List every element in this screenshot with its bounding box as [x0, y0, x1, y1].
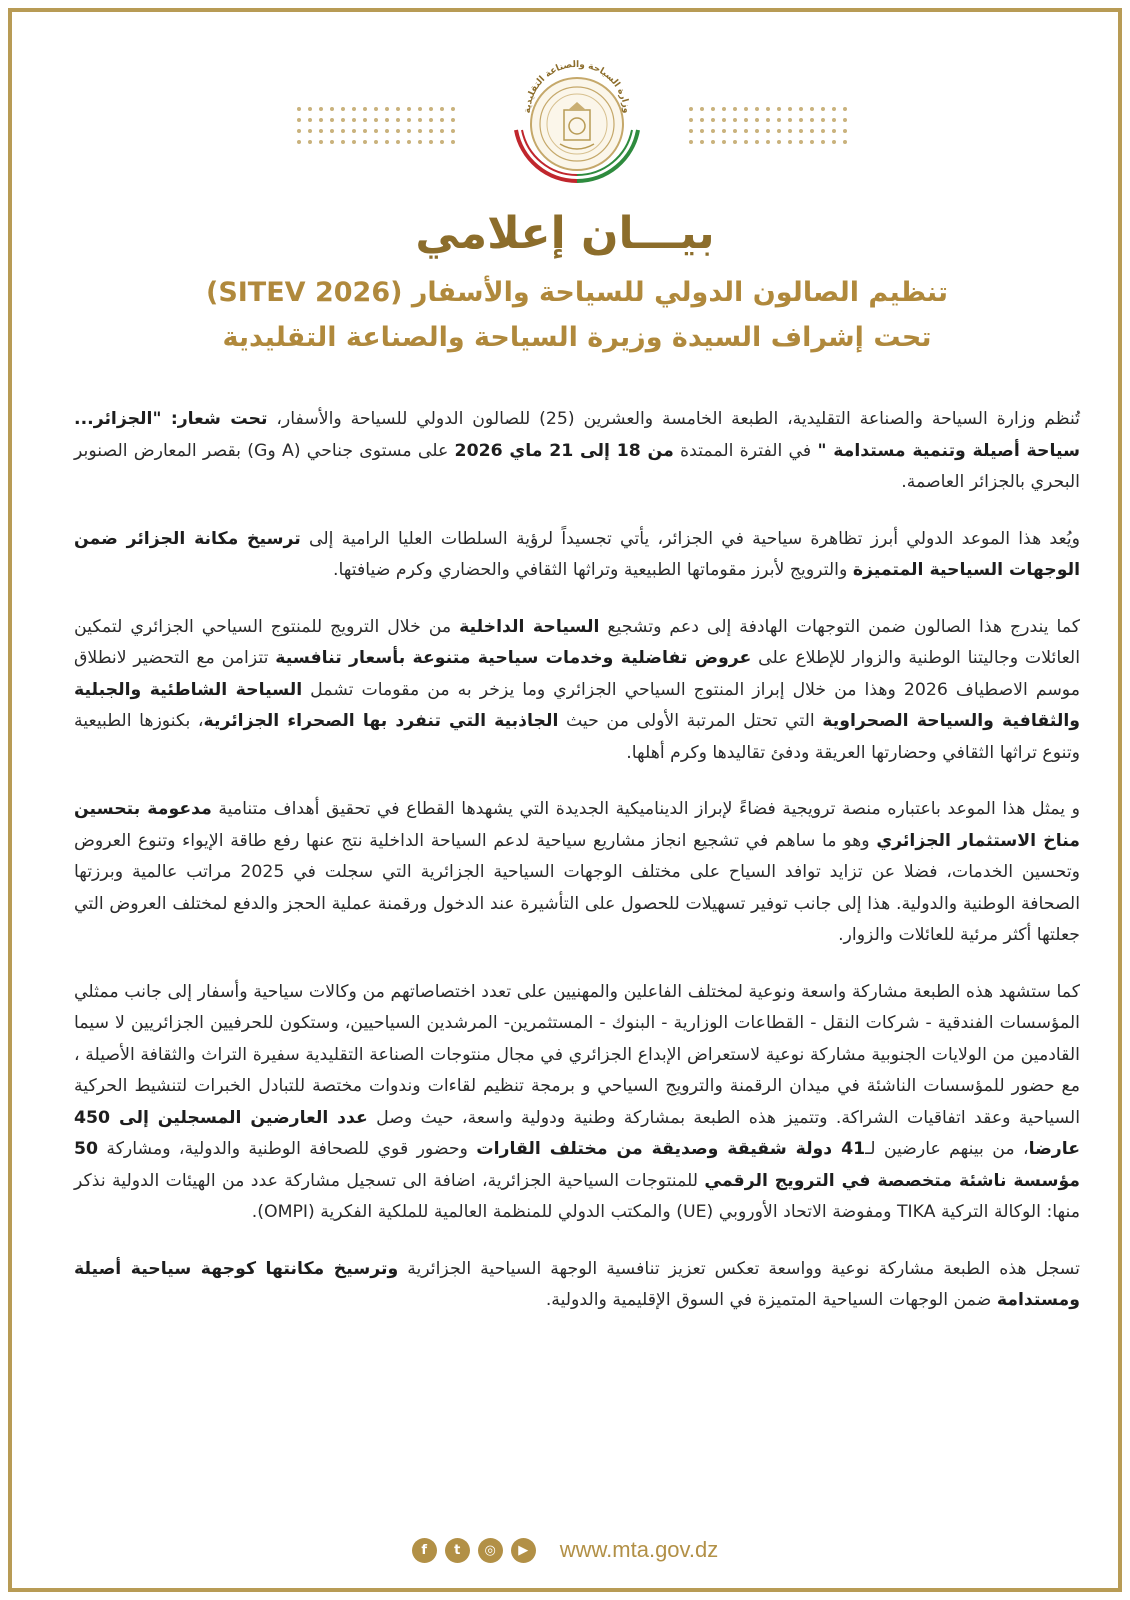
decorative-dot [451, 140, 455, 144]
page-frame [8, 8, 1122, 1592]
decorative-dot [385, 118, 389, 122]
text-run: ويُعد هذا الموعد الدولي أبرز تظاهرة سياحية في الجزائر، يأتي تجسيداً لرؤية السلطات العليا الرامية إلى [300, 528, 1080, 549]
social-icons [412, 1538, 536, 1563]
decorative-dot [363, 140, 367, 144]
decorative-dot [451, 129, 455, 133]
decorative-dot [341, 129, 345, 133]
decorative-dot [330, 118, 334, 122]
decorative-dot [308, 129, 312, 133]
decorative-dot [733, 129, 737, 133]
decorative-dot [821, 118, 825, 122]
bold-run: مدعومة بتحسين مناخ الاستثمار الجزائري [74, 799, 1080, 851]
text-run: تُنظم وزارة السياحة والصناعة التقليدية، الطبعة الخامسة والعشرين (25) للصالون الدولي للسياحة والأسفار، [267, 409, 1080, 429]
decorative-dot [385, 140, 389, 144]
decorative-dot [843, 107, 847, 111]
decorative-dot [733, 107, 737, 111]
decorative-dot [330, 107, 334, 111]
decorative-dot [788, 140, 792, 144]
decorative-dot [418, 107, 422, 111]
text-run: و يمثل هذا الموعد باعتباره منصة ترويجية فضاءً لإبراز الديناميكية الجديدة التي يشهدها القطاع في تحقيق أهداف متنامية [211, 799, 1080, 819]
text-run: على مستوى جناحي (A وG) بقصر المعارض الصنوبر البحري بالجزائر العاصمة. [74, 440, 1080, 492]
decorative-dot [700, 107, 704, 111]
decorative-dot [777, 129, 781, 133]
bold-run: 41 دولة شقيقة وصديقة من مختلف القارات [476, 1139, 866, 1159]
bold-run: السياحة الشاطئية والجبلية والثقافية والسياحة الصحراوية [74, 679, 1081, 731]
decorative-dot [319, 140, 323, 144]
bold-run: 50 مؤسسة ناشئة متخصصة في الترويج الرقمي [74, 1139, 1080, 1191]
decorative-dot [810, 129, 814, 133]
text-run: في الفترة الممتدة [673, 440, 818, 461]
decorative-dot [799, 107, 803, 111]
decorative-dot [440, 140, 444, 144]
decorative-dot [722, 140, 726, 144]
bold-run: وترسيخ مكانتها كوجهة سياحية أصيلة ومستدامة [74, 1258, 1080, 1310]
decorative-dot-grid-right [686, 104, 856, 148]
decorative-dot [711, 107, 715, 111]
decorative-dot [341, 118, 345, 122]
decorative-dot [755, 107, 759, 111]
paragraph-5 [74, 977, 1080, 1229]
decorative-dot [744, 107, 748, 111]
decorative-dot [352, 129, 356, 133]
decorative-dot [722, 129, 726, 133]
decorative-dot [319, 107, 323, 111]
decorative-dot [832, 107, 836, 111]
decorative-dot [451, 107, 455, 111]
decorative-dot [843, 118, 847, 122]
bold-run: تحت شعار: "الجزائر... سياحة أصيلة وتنمية مستدامة " [74, 409, 1081, 461]
text-run: وهو ما ساهم في تشجيع انجاز مشاريع سياحية لدعم السياحة الداخلية نتج عنها رفع طاقة الإيواء وتنوع العروض وتحسين الخدمات، فضلا عن تزايد توافد السياح على مختلف الوجهات السياحية الجزائرية التي سجلت في 2025 مراتب عالمية وبرزتها الصحافة الوطنية والدولية. هذا إلى جانب توفير تسهيلات للحصول على التأشيرة عند الدخول ورقمنة عملية الحجز والدفع لمختلف العروض التي جعلتها أكثر مرئية للعائلات والزوار. [74, 830, 1080, 945]
decorative-dot [407, 129, 411, 133]
decorative-dot [352, 118, 356, 122]
decorative-dot [341, 107, 345, 111]
ministry-seal-icon [502, 44, 652, 194]
decorative-dot [297, 140, 301, 144]
website-link[interactable]: www.mta.gov.dz [559, 1537, 719, 1562]
decorative-dot [755, 118, 759, 122]
decorative-dot [429, 129, 433, 133]
bold-run: عروض تفاضلية وخدمات سياحية متنوعة بأسعار تنافسية [275, 648, 752, 668]
bold-run: السياحة الداخلية [459, 616, 600, 637]
decorative-dot [451, 118, 455, 122]
decorative-dot [689, 107, 693, 111]
paragraph-6 [74, 1254, 1080, 1317]
decorative-dot [799, 129, 803, 133]
text-run: ضمن الوجهات السياحية المتميزة في السوق الإقليمية والدولية. [545, 1290, 997, 1310]
decorative-dot [363, 107, 367, 111]
decorative-dot [341, 140, 345, 144]
text-run: التي تحتل المرتبة الأولى من حيث [558, 711, 823, 731]
decorative-dot [396, 118, 400, 122]
decorative-dot [363, 118, 367, 122]
decorative-dot [440, 129, 444, 133]
footer [12, 1530, 1118, 1570]
decorative-dot [755, 129, 759, 133]
decorative-dot [418, 118, 422, 122]
bold-run: الجاذبية التي تنفرد بها الصحراء الجزائرية [203, 711, 559, 731]
decorative-dot [799, 140, 803, 144]
decorative-dot [700, 140, 704, 144]
decorative-dot [330, 129, 334, 133]
decorative-dot [832, 118, 836, 122]
decorative-dot [777, 118, 781, 122]
emblem-arc-text: وزارة السياحة والصناعة التقليدية [522, 59, 632, 114]
decorative-dot [744, 129, 748, 133]
decorative-dot [810, 140, 814, 144]
twitter-icon[interactable]: t [445, 1538, 470, 1563]
text-run: للمنتوجات السياحية الجزائرية، اضافة الى تسجيل مشاركة عدد من الهيئات الدولية نذكر منها: الوكالة التركية TIKA ومفوضة الاتحاد الأوروبي (UE) والمكتب الدولي للمنظمة العالمية للملكية الفكرية (OMPI). [74, 1170, 1080, 1222]
decorative-dot [733, 118, 737, 122]
decorative-dot [319, 129, 323, 133]
decorative-dot [396, 129, 400, 133]
decorative-dot [766, 140, 770, 144]
decorative-dot [810, 118, 814, 122]
decorative-dot [722, 107, 726, 111]
decorative-dot [788, 118, 792, 122]
decorative-dot [363, 129, 367, 133]
decorative-dot [711, 129, 715, 133]
decorative-dot [788, 129, 792, 133]
decorative-dot [810, 107, 814, 111]
decorative-dot [744, 140, 748, 144]
text-run: ، من بينهم عارضين لـ [865, 1139, 1029, 1159]
decorative-dot [385, 129, 389, 133]
decorative-dot [374, 118, 378, 122]
instagram-icon[interactable]: ◎ [478, 1538, 503, 1563]
decorative-dot [832, 140, 836, 144]
decorative-dot [733, 140, 737, 144]
decorative-dot [297, 118, 301, 122]
decorative-dot [711, 140, 715, 144]
decorative-dot [766, 118, 770, 122]
decorative-dot [374, 107, 378, 111]
decorative-dot [440, 118, 444, 122]
decorative-dot [429, 107, 433, 111]
decorative-dot [766, 129, 770, 133]
subtitle-line-2: تحت إشراف السيدة وزيرة السياحة والصناعة التقليدية [222, 322, 932, 353]
decorative-dot [777, 140, 781, 144]
decorative-dot [308, 107, 312, 111]
decorative-dot [832, 129, 836, 133]
decorative-dot [843, 129, 847, 133]
paragraph-2 [74, 524, 1080, 587]
decorative-dot [788, 107, 792, 111]
decorative-dot [429, 140, 433, 144]
decorative-dot [297, 107, 301, 111]
text-run: تتزامن مع التحضير لانطلاق موسم الاصطياف 2026 وهذا من خلال إبراز المنتوج السياحي الجزائري وما يزخر به من مقومات تشمل [74, 648, 1080, 700]
decorative-dot [843, 140, 847, 144]
bold-run: عدد العارضين المسجلين إلى 450 عارضا [74, 1107, 1081, 1159]
decorative-dot [308, 118, 312, 122]
press-release-body [74, 404, 1080, 1342]
text-run: ، بكنوزها الطبيعية وتنوع تراثها الثقافي وحضارتها العريقة ودفئ تقاليدها وكرم أهلها. [74, 711, 1080, 763]
decorative-dot [396, 107, 400, 111]
decorative-dot [374, 140, 378, 144]
decorative-dot [689, 140, 693, 144]
decorative-dot [821, 140, 825, 144]
decorative-dot [700, 129, 704, 133]
text-run: كما يندرج هذا الصالون ضمن التوجهات الهادفة إلى دعم وتشجيع [599, 616, 1080, 637]
paragraph-4 [74, 794, 1080, 952]
youtube-icon[interactable]: ▶ [511, 1538, 536, 1563]
decorative-dot [799, 118, 803, 122]
decorative-dot [407, 118, 411, 122]
decorative-dot [440, 107, 444, 111]
decorative-dot [418, 129, 422, 133]
decorative-dot [297, 129, 301, 133]
decorative-dot [385, 107, 389, 111]
decorative-dot [396, 140, 400, 144]
text-run: تسجل هذه الطبعة مشاركة نوعية وواسعة تعكس تعزيز تنافسية الوجهة السياحية الجزائرية [398, 1258, 1080, 1279]
decorative-dot [777, 107, 781, 111]
decorative-dot [766, 107, 770, 111]
decorative-dot-grid-left [294, 104, 464, 148]
decorative-dot [330, 140, 334, 144]
paragraph-3 [74, 612, 1080, 770]
decorative-dot [352, 107, 356, 111]
decorative-dot [755, 140, 759, 144]
decorative-dot [407, 140, 411, 144]
decorative-dot [744, 118, 748, 122]
decorative-dot [722, 118, 726, 122]
decorative-dot [319, 118, 323, 122]
decorative-dot [700, 118, 704, 122]
decorative-dot [374, 129, 378, 133]
page-title: بيـــان إعلامي [415, 208, 715, 259]
bold-run: ترسيخ مكانة الجزائر ضمن الوجهات السياحية المتميزة [74, 528, 1080, 580]
facebook-icon[interactable]: f [412, 1538, 437, 1563]
bold-run: من 18 إلى 21 ماي 2026 [454, 440, 674, 461]
decorative-dot [407, 107, 411, 111]
decorative-dot [689, 118, 693, 122]
decorative-dot [821, 129, 825, 133]
text-run: كما ستشهد هذه الطبعة مشاركة واسعة ونوعية لمختلف الفاعلين والمهنيين على تعدد اختصاصاتهم من وكالات سياحية وأسفار إلى جانب ممثلي المؤسسات الفندقية - شركات النقل - القطاعات الوزارية - البنوك - المستثمرين- المرشدين السياحيين، وستكون للحرفيين الجزائريين لا سيما القادمين من الولايات الجنوبية مشاركة نوعية لاستعراض الإبداع الجزائري في مجال منتوجات الصناعة التقليدية سفيرة التراث والثقافة الأصيلة ، مع حضور للمؤسسات الناشئة في ميدان الرقمنة والترويج السياحي و برمجة تنظيم لقاءات وندوات مختصة للتبادل الخبرات لتنشيط الحركية السياحية وعقد اتفاقيات الشراكة. وتتميز هذه الطبعة بمشاركة وطنية ودولية واسعة، حيث وصل [74, 981, 1080, 1128]
decorative-dot [821, 107, 825, 111]
paragraph-1 [74, 404, 1080, 499]
decorative-dot [689, 129, 693, 133]
decorative-dot [308, 140, 312, 144]
subtitle-line-1: تنظيم الصالون الدولي للسياحة والأسفار (SITEV 2026) [205, 277, 949, 308]
decorative-dot [711, 118, 715, 122]
header [12, 34, 1118, 209]
decorative-dot [429, 118, 433, 122]
decorative-dot [352, 140, 356, 144]
text-run: من خلال الترويج للمنتوج السياحي الجزائري لتمكين العائلات وجاليتنا الوطنية والزوار للإطلاع على [74, 616, 1080, 668]
text-run: والترويج لأبرز مقوماتها الطبيعية وتراثها الثقافي والحضاري وكرم ضيافتها. [333, 560, 853, 580]
decorative-dot [418, 140, 422, 144]
text-run: وحضور قوي للصحافة الوطنية والدولية، ومشاركة [98, 1139, 477, 1159]
